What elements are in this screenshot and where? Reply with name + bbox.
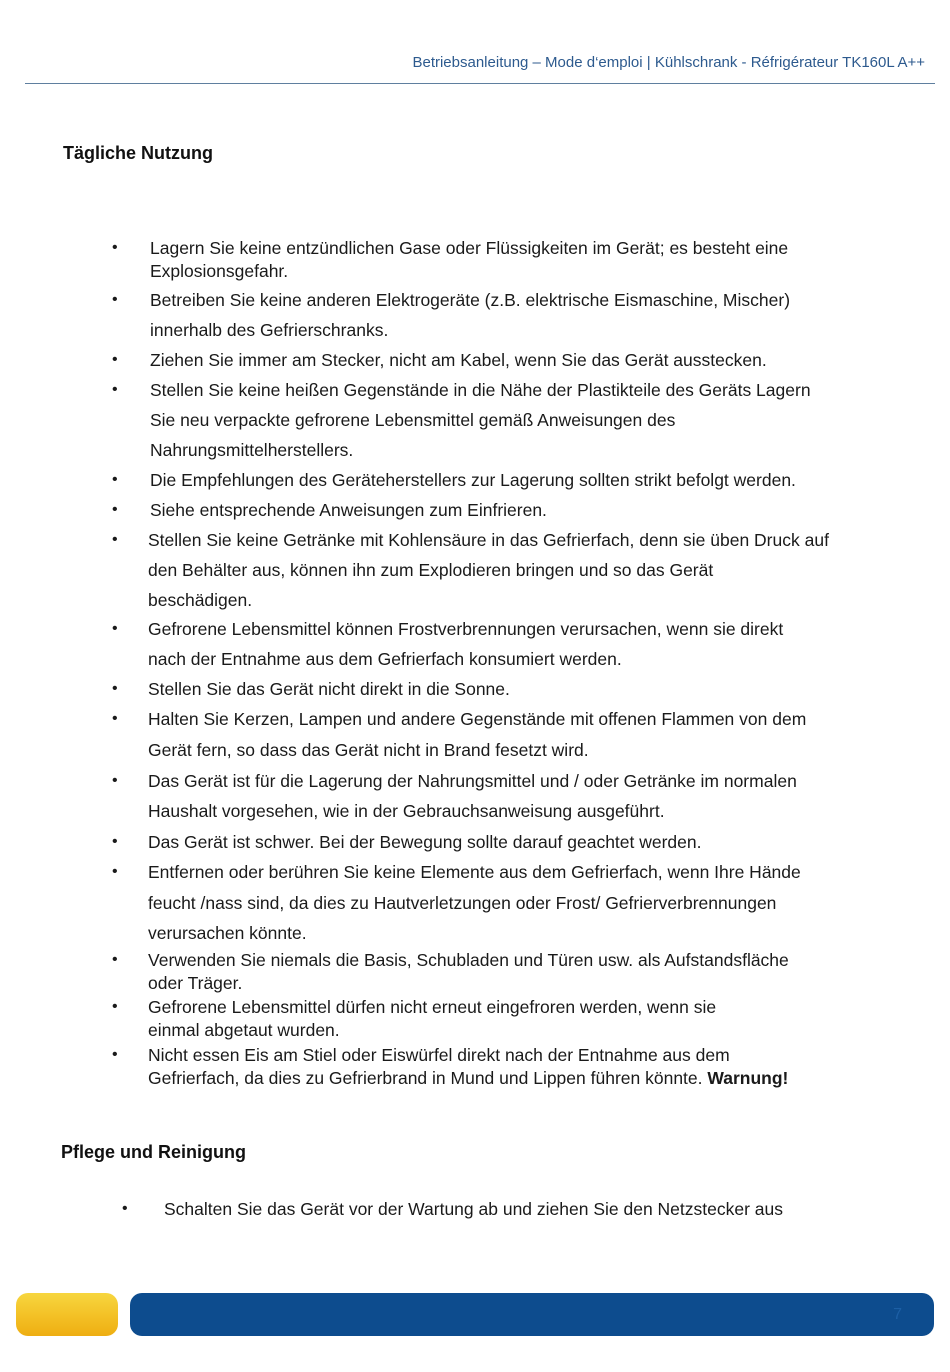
- list-item-line: Stellen Sie das Gerät nicht direkt in die Sonne.: [148, 679, 510, 699]
- bullet-point: •: [122, 1200, 128, 1217]
- list-item-line: Betreiben Sie keine anderen Elektrogeräte (z.B. elektrische Eismaschine, Mischer): [150, 290, 791, 310]
- list-item-line: Das Gerät ist schwer. Bei der Bewegung sollte darauf geachtet werden.: [148, 832, 702, 852]
- list-item-line: Gefrorene Lebensmittel dürfen nicht erneut eingefroren werden, wenn sie: [148, 997, 717, 1017]
- list-item-line: Stellen Sie keine heißen Gegenstände in die Nähe der Plastikteile des Geräts Lagern: [150, 380, 811, 400]
- list-item-line: Das Gerät ist für die Lagerung der Nahrungsmittel und / oder Getränke im normalen: [148, 771, 797, 791]
- page-number: 7: [893, 1306, 902, 1323]
- list-item-line: Sie neu verpackte gefrorene Lebensmittel gemäß Anweisungen des: [150, 410, 676, 430]
- list-item-line: Halten Sie Kerzen, Lampen und andere Gegenstände mit offenen Flammen von dem: [148, 709, 807, 729]
- footer-yellow-block: [16, 1293, 118, 1336]
- bullet-point: •: [112, 951, 118, 968]
- list-item-line: Nahrungsmittelherstellers.: [150, 440, 354, 460]
- document-header-title: Betriebsanleitung – Mode d‘emploi | Kühlschrank - Réfrigérateur TK160L A++: [412, 54, 925, 71]
- list-item-line: Entfernen oder berühren Sie keine Elemente aus dem Gefrierfach, wenn Ihre Hände: [148, 862, 801, 882]
- list-item-line: Siehe entsprechende Anweisungen zum Einfrieren.: [150, 500, 547, 520]
- list-item-line: feucht /nass sind, da dies zu Hautverletzungen oder Frost/ Gefrierverbrennungen: [148, 893, 777, 913]
- bullet-point: •: [112, 381, 118, 398]
- list-item-line: Stellen Sie keine Getränke mit Kohlensäure in das Gefrierfach, denn sie üben Druck auf: [148, 530, 829, 550]
- bullet-point: •: [112, 501, 118, 518]
- bullet-point: •: [112, 710, 118, 727]
- list-item-line: nach der Entnahme aus dem Gefrierfach konsumiert werden.: [148, 649, 622, 669]
- list-item-line: Lagern Sie keine entzündlichen Gase oder Flüssigkeiten im Gerät; es besteht eine: [150, 238, 789, 258]
- bullet-point: •: [112, 863, 118, 880]
- list-item-line: Gerät fern, so dass das Gerät nicht in Brand fesetzt wird.: [148, 740, 589, 760]
- bullet-point: •: [112, 620, 118, 637]
- list-item-line: oder Träger.: [148, 973, 243, 993]
- list-item-line: Verwenden Sie niemals die Basis, Schubladen und Türen usw. als Aufstandsfläche: [148, 950, 789, 970]
- section-title-care: Pflege und Reinigung: [61, 1142, 246, 1162]
- list-item-line: Die Empfehlungen des Geräteherstellers zur Lagerung sollten strikt befolgt werden.: [150, 470, 796, 490]
- list-item-line: Explosionsgefahr.: [150, 261, 289, 281]
- bullet-point: •: [112, 351, 118, 368]
- bullet-point: •: [112, 239, 118, 256]
- list-item-line: den Behälter aus, können ihn zum Explodieren bringen und so das Gerät: [148, 560, 714, 580]
- bullet-point: •: [112, 833, 118, 850]
- bullet-point: •: [112, 772, 118, 789]
- warning-label: Warnung!: [702, 1068, 789, 1088]
- list-item-line: Gefrorene Lebensmittel können Frostverbrennungen verursachen, wenn sie direkt: [148, 619, 784, 639]
- bullet-point: •: [112, 531, 118, 548]
- list-item-line: verursachen könnte.: [148, 923, 307, 943]
- header-divider: [25, 83, 935, 84]
- bullet-point: •: [112, 680, 118, 697]
- list-item-line: beschädigen.: [148, 590, 253, 610]
- list-item-line: Ziehen Sie immer am Stecker, nicht am Kabel, wenn Sie das Gerät ausstecken.: [150, 350, 767, 370]
- list-item-line: innerhalb des Gefrierschranks.: [150, 320, 389, 340]
- list-item-line: Gefrierfach, da dies zu Gefrierbrand in Mund und Lippen führen könnte. Warnung!: [148, 1068, 789, 1088]
- section-title-daily-use: Tägliche Nutzung: [63, 143, 213, 163]
- list-item-line: Nicht essen Eis am Stiel oder Eiswürfel direkt nach der Entnahme aus dem: [148, 1045, 730, 1065]
- footer-blue-bar: [130, 1293, 934, 1336]
- bullet-point: •: [112, 1046, 118, 1063]
- list-item-line: Schalten Sie das Gerät vor der Wartung ab und ziehen Sie den Netzstecker aus: [164, 1199, 784, 1219]
- bullet-point: •: [112, 998, 118, 1015]
- list-item-line: Haushalt vorgesehen, wie in der Gebrauchsanweisung ausgeführt.: [148, 801, 665, 821]
- bullet-point: •: [112, 471, 118, 488]
- list-item-line: einmal abgetaut wurden.: [148, 1020, 340, 1040]
- bullet-point: •: [112, 291, 118, 308]
